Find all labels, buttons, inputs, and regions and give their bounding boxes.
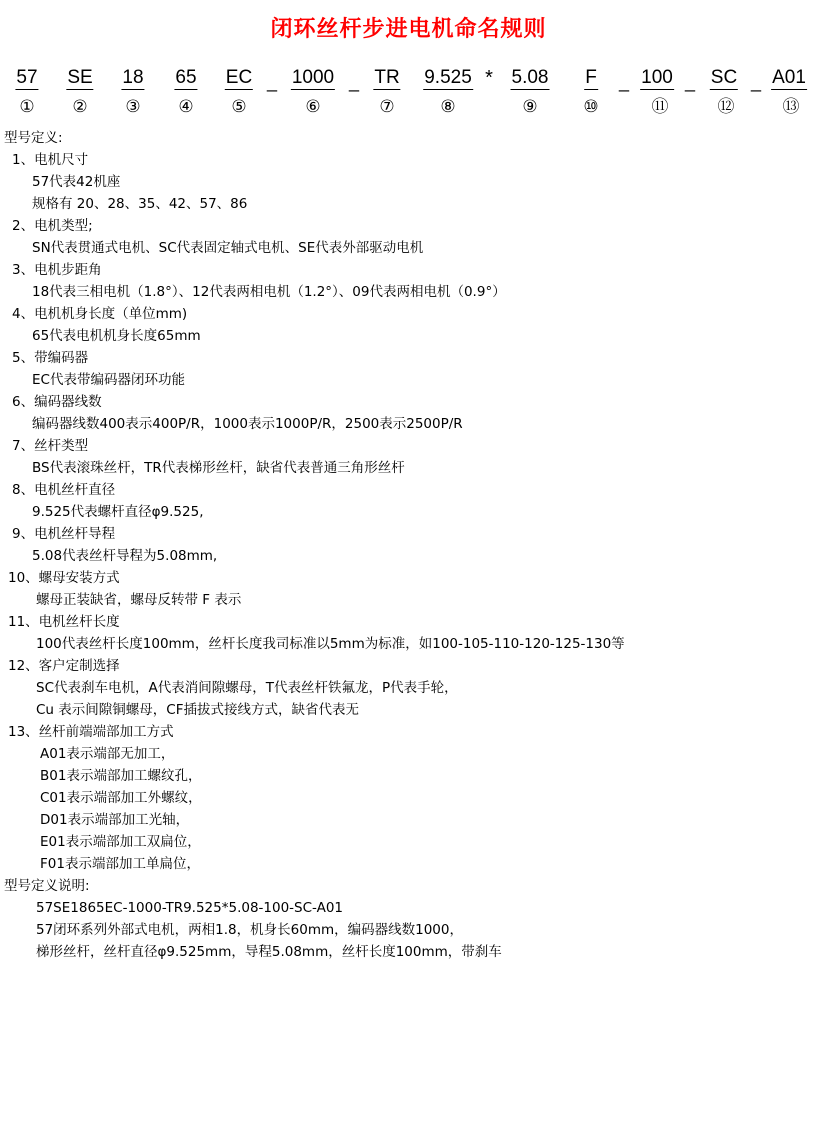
- code-part-end-machining: A01: [772, 67, 806, 88]
- code-part-custom: SC: [710, 67, 738, 88]
- item-heading: 6、编码器线数: [12, 394, 102, 410]
- item-detail: 100代表丝杆长度100mm，丝杆长度我司标准以5mm为标准，如100-105-110-120-125-130等: [36, 636, 625, 652]
- section-heading: 型号定义说明:: [4, 878, 90, 894]
- item-detail: Cu 表示间隙铜螺母，CF插拔式接线方式，缺省代表无: [36, 702, 359, 718]
- page-title: 闭环丝杆步进电机命名规则: [270, 17, 547, 42]
- circled-number: ⑩: [583, 97, 599, 117]
- circled-number: ⑫: [717, 97, 735, 117]
- code-part-step-angle: 18: [122, 67, 144, 88]
- code-part-body-length: 65: [175, 67, 197, 88]
- item-detail: 57代表42机座: [32, 174, 121, 190]
- item-detail: 5.08代表丝杆导程为5.08mm,: [32, 548, 218, 564]
- circled-number: ④: [178, 97, 194, 117]
- item-heading: 10、螺母安装方式: [8, 570, 120, 586]
- example-description: 梯形丝杆，丝杆直径φ9.525mm，导程5.08mm，丝杆长度100mm，带刹车: [36, 944, 502, 960]
- item-detail: SN代表贯通式电机、SC代表固定轴式电机、SE代表外部驱动电机: [32, 240, 424, 256]
- code-separator: _: [618, 72, 630, 92]
- code-part-type: SE: [67, 67, 93, 88]
- circled-number: ⑧: [440, 97, 456, 117]
- code-part-screw-length: 100: [641, 67, 673, 88]
- code-separator: _: [266, 72, 278, 92]
- section-heading: 型号定义:: [4, 130, 63, 146]
- item-detail: A01表示端部无加工，: [40, 746, 175, 762]
- code-part-screw-lead: 5.08: [511, 67, 549, 88]
- item-heading: 2、电机类型;: [12, 218, 93, 234]
- item-detail: D01表示端部加工光轴，: [40, 812, 190, 828]
- item-detail: 65代表电机机身长度65mm: [32, 328, 201, 344]
- item-heading: 13、丝杆前端端部加工方式: [8, 724, 174, 740]
- code-separator: _: [750, 72, 762, 92]
- item-detail: 编码器线数400表示400P/R，1000表示1000P/R，2500表示2500P/R: [32, 416, 463, 432]
- circled-number: ②: [72, 97, 88, 117]
- item-detail: B01表示端部加工螺纹孔，: [40, 768, 202, 784]
- circled-number: ⑥: [305, 97, 321, 117]
- item-detail: 规格有 20、28、35、42、57、86: [32, 196, 248, 212]
- item-detail: C01表示端部加工外螺纹，: [40, 790, 202, 806]
- code-part-nut-mount: F: [585, 67, 597, 88]
- circled-number: ③: [125, 97, 141, 117]
- item-detail: EC代表带编码器闭环功能: [32, 372, 185, 388]
- item-detail: 18代表三相电机（1.8°）、12代表两相电机（1.2°）、09代表两相电机（0.9°）: [32, 284, 506, 300]
- code-separator: _: [348, 72, 360, 92]
- item-detail: BS代表滚珠丝杆，TR代表梯形丝杆，缺省代表普通三角形丝杆: [32, 460, 405, 476]
- item-heading: 8、电机丝杆直径: [12, 482, 116, 498]
- circled-number: ①: [19, 97, 35, 117]
- item-detail: E01表示端部加工双扁位，: [40, 834, 201, 850]
- code-part-encoder-lines: 1000: [291, 67, 335, 88]
- code-part-screw-diameter: 9.525: [424, 67, 472, 88]
- item-detail: SC代表刹车电机，A代表消间隙螺母，T代表丝杆铁氟龙，P代表手轮，: [36, 680, 458, 696]
- circled-number: ⑨: [522, 97, 538, 117]
- item-heading: 1、电机尺寸: [12, 152, 89, 168]
- code-separator: _: [684, 72, 696, 92]
- item-heading: 4、电机机身长度（单位mm): [12, 306, 188, 322]
- item-heading: 3、电机步距角: [12, 262, 102, 278]
- item-detail: 9.525代表螺杆直径φ9.525,: [32, 504, 204, 520]
- example-description: 57闭环系列外部式电机，两相1.8，机身长60mm，编码器线数1000，: [36, 922, 463, 938]
- item-detail: 螺母正装缺省，螺母反转带 F 表示: [36, 592, 242, 608]
- example-model-code: 57SE1865EC-1000-TR9.525*5.08-100-SC-A01: [36, 900, 344, 916]
- circled-number: ⑦: [379, 97, 395, 117]
- circled-number: ⑤: [231, 97, 247, 117]
- code-part-size: 57: [16, 67, 38, 88]
- item-detail: F01表示端部加工单扁位，: [40, 856, 200, 872]
- code-part-encoder: EC: [225, 67, 253, 88]
- code-separator: *: [485, 67, 493, 89]
- item-heading: 12、客户定制选择: [8, 658, 120, 674]
- item-heading: 11、电机丝杆长度: [8, 614, 120, 630]
- item-heading: 9、电机丝杆导程: [12, 526, 116, 542]
- code-part-screw-type: TR: [374, 67, 400, 88]
- item-heading: 7、丝杆类型: [12, 438, 89, 454]
- circled-number: ⑪: [651, 97, 669, 117]
- circled-number: ⑬: [782, 97, 800, 117]
- item-heading: 5、带编码器: [12, 350, 89, 366]
